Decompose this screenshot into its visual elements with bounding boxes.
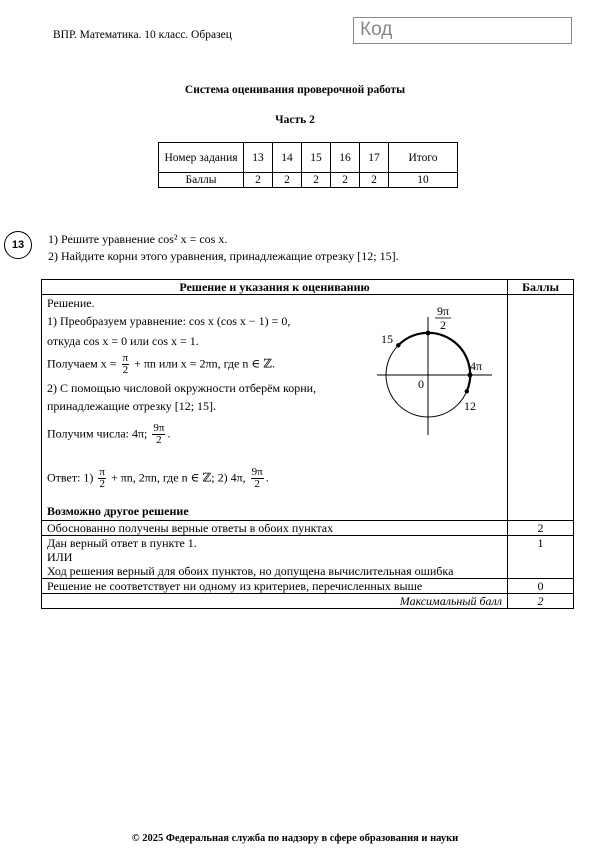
- score-14: 2: [273, 173, 302, 188]
- criteria-table: [41, 279, 574, 609]
- fraction-pi-over-2: $\frac{\pi}{2}$: [122, 352, 129, 376]
- point-9pi-over-2: [426, 331, 431, 336]
- code-field[interactable]: [353, 17, 572, 44]
- score-17: 2: [360, 173, 389, 188]
- score-table-row1-label: Номер задания: [159, 143, 244, 173]
- task-number-16: 16: [331, 143, 360, 173]
- task-number-badge: 13: [4, 231, 32, 259]
- score-total: 10: [389, 173, 458, 188]
- criterion-0-text: Решение не соответствует ни одному из критериев, перечисленных выше: [42, 579, 508, 594]
- label-9pi: 9π: [437, 304, 450, 318]
- criteria-header: Решение и указания к оцениванию: [42, 280, 508, 295]
- label-15: 15: [381, 332, 393, 346]
- solution-cell: [42, 295, 508, 521]
- criterion-0-points: 0: [508, 579, 574, 594]
- solution-line-6: Получим числа: 4π; $\frac{9\pi}{2}$ .: [47, 422, 171, 446]
- point-12: [465, 389, 469, 393]
- label-2: 2: [440, 318, 446, 332]
- criterion-2-text: Обоснованно получены верные ответы в обоих пунктах: [42, 521, 508, 536]
- task-number-13: 13: [244, 143, 273, 173]
- task-number-14: 14: [273, 143, 302, 173]
- criterion-2-points: 2: [508, 521, 574, 536]
- criterion-1-text: Дан верный ответ в пункте 1. ИЛИ Ход решения верный для обоих пунктов, но допущена вычислительная ошибка: [42, 536, 508, 579]
- point-15: [396, 343, 400, 347]
- unit-circle-diagram: [367, 295, 497, 435]
- fraction-9pi-over-2: $\frac{9\pi}{2}$: [153, 422, 165, 446]
- task-question-2: 2) Найдите корни этого уравнения, принадлежащие отрезку [12; 15].: [48, 249, 399, 263]
- score-13: 2: [244, 173, 273, 188]
- score-15: 2: [302, 173, 331, 188]
- code-label: Код: [360, 19, 393, 40]
- footer: © 2025 Федеральная служба по надзору в сфере образования и науки: [131, 833, 459, 844]
- header-title: ВПР. Математика. 10 класс. Образец: [53, 29, 232, 41]
- total-label: Итого: [389, 143, 458, 173]
- solution-line-1: 1) Преобразуем уравнение: cos x (cos x − 1) = 0,: [47, 314, 291, 328]
- max-score-value: 2: [508, 594, 574, 609]
- point-4pi: [468, 373, 473, 378]
- score-table: [158, 142, 458, 188]
- label-4pi: 4π: [470, 359, 483, 373]
- solution-line-3-a: Получаем x =: [47, 356, 117, 371]
- alt-solution-note: Возможно другое решение: [47, 504, 189, 518]
- points-header: Баллы: [508, 280, 574, 295]
- max-score-label: Максимальный балл: [42, 594, 508, 609]
- arc-12-15: [398, 333, 470, 391]
- solution-label: Решение.: [47, 296, 95, 310]
- task-number-17: 17: [360, 143, 389, 173]
- task-question-1: 1) Решите уравнение cos² x = cos x.: [48, 232, 228, 246]
- solution-line-4: 2) С помощью числовой окружности отберём корни,: [47, 381, 317, 395]
- label-12: 12: [464, 399, 476, 413]
- page-title: Система оценивания проверочной работы: [184, 84, 406, 96]
- solution-line-5: принадлежащие отрезку [12; 15].: [47, 399, 217, 413]
- task-number-15: 15: [302, 143, 331, 173]
- solution-points-cell: [508, 295, 574, 521]
- answer-line: Ответ: 1) $\frac{\pi}{2}$ + πn, 2πn, где n ∈ ℤ; 2) 4π, $\frac{9\pi}{2}$ .: [47, 466, 269, 490]
- solution-line-3-b: + πn или x = 2πn, где n ∈ ℤ.: [134, 356, 275, 371]
- score-table-row2-label: Баллы: [159, 173, 244, 188]
- score-16: 2: [331, 173, 360, 188]
- criterion-1-points: 1: [508, 536, 574, 579]
- solution-line-3: [47, 353, 275, 376]
- label-0: 0: [418, 377, 424, 391]
- part-title: Часть 2: [275, 114, 315, 126]
- solution-line-2: откуда cos x = 0 или cos x = 1.: [47, 334, 199, 348]
